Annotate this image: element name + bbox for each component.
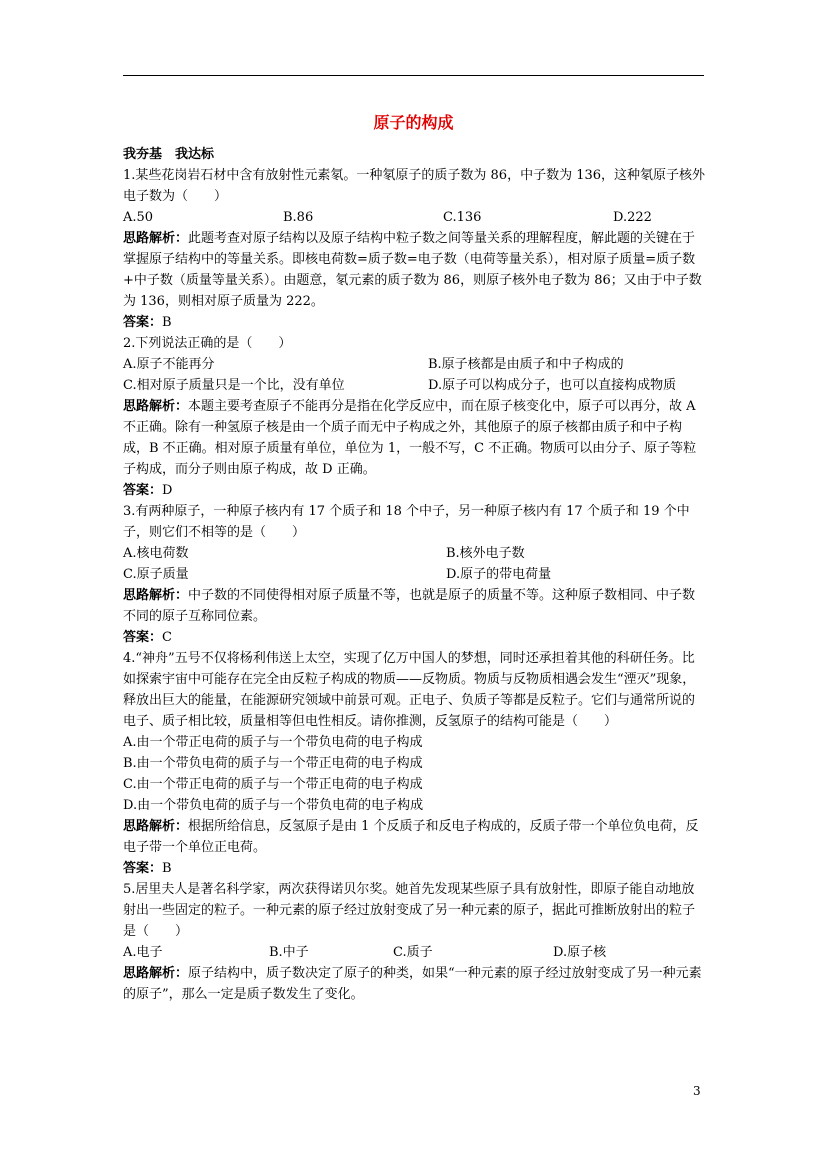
option-a: A.由一个带正电荷的质子与一个带负电荷的电子构成 [123,735,423,750]
section-heading: 我夯基 我达标 [123,147,215,162]
analysis-text: 本题主要考查原子不能再分是指在化学反应中，而在原子核变化中，原子可以再分，故 A 不正确。除有一种氢原子核是由一个质子而无中子构成之外，其他原子的原子核都由质子和中子构成，B 不正确。相对原子质量有单位，单位为 1，一般不写，C 不正确。物质可以由分子、原子等粒子构成，而分子则由原子构成，故 D 正确。 [123,399,697,477]
question-3-analysis [123,585,707,627]
option-d: D.原子核 [553,945,607,960]
option-d: D.由一个带负电荷的质子与一个带负电荷的电子构成 [123,798,424,813]
option-d: D.原子可以构成分子，也可以直接构成物质 [428,378,677,393]
option-d: D.原子的带电荷量 [446,567,552,582]
analysis-label: 思路解析： [123,399,189,414]
page-title: 原子的构成 [373,113,454,132]
analysis-label: 思路解析： [123,231,189,246]
analysis-label: 思路解析： [123,588,189,603]
question-5-analysis [123,963,707,1005]
analysis-text: 根据所给信息，反氢原子是由 1 个反质子和反电子构成的，反质子带一个单位负电荷，反电子带一个单位正电荷。 [123,819,699,855]
answer-value: C [162,630,172,645]
option-a: A.电子 [123,945,163,960]
question-3-options-row-2 [123,564,707,585]
question-1-stem: 1.某些花岗岩石材中含有放射性元素氡。一种氡原子的质子数为 86，中子数为 136，这种氡原子核外电子数为（ ） [123,168,706,204]
document-body [123,144,707,1005]
option-b: B.由一个带负电荷的质子与一个带正电荷的电子构成 [123,756,423,771]
option-a: A.原子不能再分 [123,357,215,372]
question-3-stem: 3.有两种原子，一种原子核内有 17 个质子和 18 个中子，另一种原子核内有 17 个质子和 19 个中子，则它们不相等的是（ ） [123,504,690,540]
analysis-text: 中子数的不同使得相对原子质量不等，也就是原子的质量不等。这种原子数相同、中子数不同的原子互称同位素。 [123,588,696,624]
analysis-text: 此题考查对原子结构以及原子结构中粒子数之间等量关系的理解程度，解此题的关键在于掌握原子结构中的等量关系。即核电荷数=质子数=电子数（电荷等量关系），相对原子质量=质子数+中子数（质量等量关系）。由题意，氡元素的质子数为 86，则原子核外电子数为 86；又由于中子数为 136，则相对原子质量为 222。 [123,231,702,309]
question-5-options [123,942,707,963]
question-2-analysis [123,396,707,480]
option-c: C.相对原子质量只是一个比，没有单位 [123,378,345,393]
question-1-analysis [123,228,707,312]
header-rule [123,75,704,76]
analysis-label: 思路解析： [123,966,189,981]
analysis-text: 原子结构中，质子数决定了原子的种类，如果“一种元素的原子经过放射变成了另一种元素的原子”，那么一定是质子数发生了变化。 [123,966,702,1002]
question-1-answer [123,312,707,333]
question-1-options [123,207,707,228]
question-3-answer [123,627,707,648]
option-c: C.136 [443,210,482,225]
question-2-stem: 2.下列说法正确的是（ ） [123,336,292,351]
option-d: D.222 [613,210,652,225]
answer-label: 答案： [123,315,163,330]
answer-label: 答案： [123,861,163,876]
question-2-options-row-2 [123,375,707,396]
page-number: 3 [693,1084,701,1098]
question-2-options-row-1 [123,354,707,375]
question-4-stem: 4.“神舟”五号不仅将杨利伟送上太空，实现了亿万中国人的梦想，同时还承担着其他的科研任务。比如探索宇宙中可能存在完全由反粒子构成的物质——反物质。物质与反物质相遇会发生“湮灭”现象，释放出巨大的能量，在能源研究领域中前景可观。正电子、负质子等都是反粒子。它们与通常所说的电子、质子相比较，质量相等但电性相反。请你推测，反氢原子的结构可能是（ ） [123,651,696,729]
option-c: C.质子 [393,945,433,960]
option-b: B.86 [283,210,314,225]
analysis-label: 思路解析： [123,819,189,834]
question-4-analysis [123,816,707,858]
question-2-answer [123,480,707,501]
option-c: C.原子质量 [123,567,189,582]
answer-value: B [162,315,172,330]
answer-value: D [162,483,173,498]
question-5-stem: 5.居里夫人是著名科学家，两次获得诺贝尔奖。她首先发现某些原子具有放射性，即原子能自动地放射出一些固定的粒子。一种元素的原子经过放射变成了另一种元素的原子，据此可推断放射出的粒子是（ ） [123,882,696,939]
option-a: A.50 [123,210,154,225]
option-b: B.原子核都是由质子和中子构成的 [428,357,624,372]
question-3-options-row-1 [123,543,707,564]
question-4-answer [123,858,707,879]
answer-label: 答案： [123,630,163,645]
option-b: B.核外电子数 [446,546,525,561]
option-a: A.核电荷数 [123,546,189,561]
answer-label: 答案： [123,483,163,498]
option-c: C.由一个带正电荷的质子与一个带正电荷的电子构成 [123,777,423,792]
option-b: B.中子 [269,945,309,960]
answer-value: B [162,861,172,876]
